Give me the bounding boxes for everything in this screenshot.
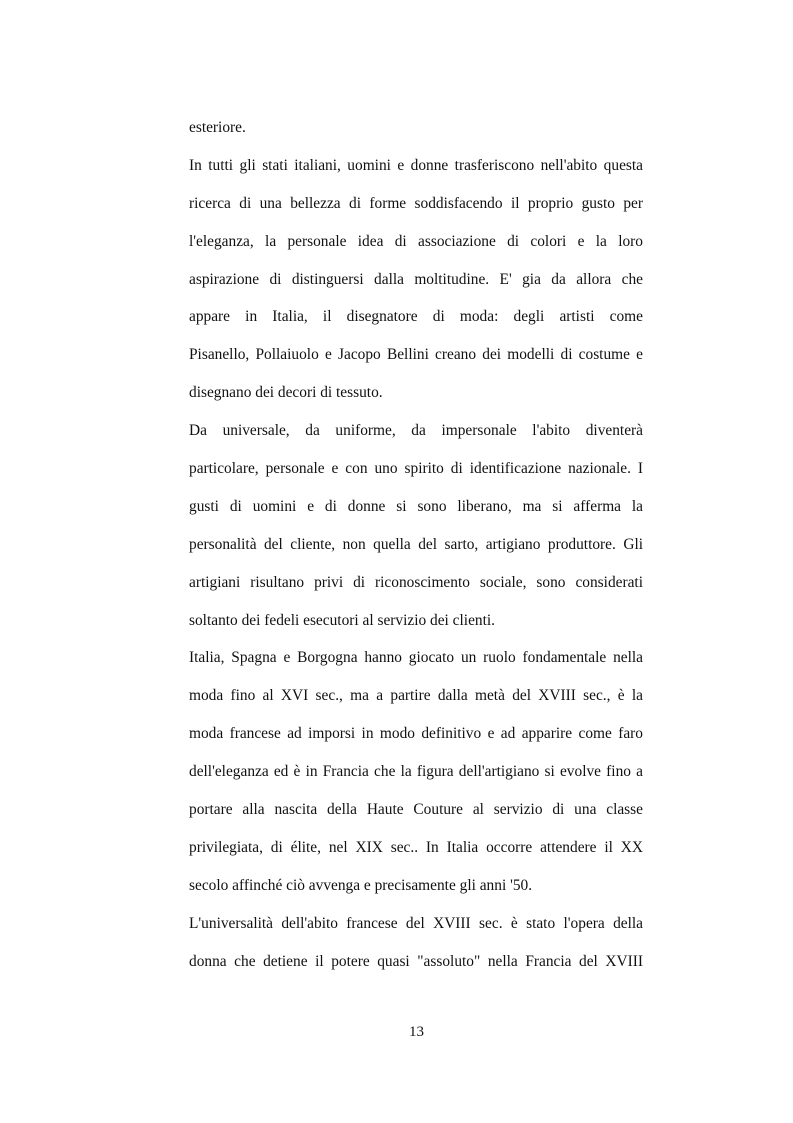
text-line: In tutti gli stati italiani, uomini e donne trasferiscono nell'abito questa: [189, 156, 643, 174]
text-line: moda fino al XVI sec., ma a partire dalla metà del XVIII sec., è la: [189, 687, 643, 705]
text-line: privilegiata, di élite, nel XIX sec.. In Italia occorre attendere il XX: [189, 838, 643, 856]
text-line: portare alla nascita della Haute Couture al servizio di una classe: [189, 801, 643, 819]
text-line: personalità del cliente, non quella del sarto, artigiano produttore. Gli: [189, 535, 643, 553]
text-line: esteriore.: [189, 119, 246, 136]
paragraph: [189, 905, 643, 981]
text-line: gusti di uomini e di donne si sono liberano, ma si afferma la: [189, 497, 643, 515]
text-line: particolare, personale e con uno spirito di identificazione nazionale. I: [189, 460, 643, 478]
text-line: donna che detiene il potere quasi "assoluto" nella Francia del XVIII: [189, 952, 643, 970]
text-line: ricerca di una bellezza di forme soddisfacendo il proprio gusto per: [189, 194, 643, 212]
paragraph: [189, 639, 643, 904]
paragraph: [189, 147, 643, 412]
paragraph: [189, 412, 643, 639]
text-line: Da universale, da uniforme, da impersonale l'abito diventerà: [189, 422, 643, 440]
text-line: secolo affinché ciò avvenga e precisamente gli anni '50.: [189, 876, 533, 894]
text-line: soltanto dei fedeli esecutori al servizio dei clienti.: [189, 611, 495, 629]
text-line: disegnano dei decori di tessuto.: [189, 384, 383, 402]
page-number: 13: [409, 1024, 424, 1040]
text-line: appare in Italia, il disegnatore di moda: degli artisti come: [189, 308, 643, 326]
text-line: l'eleganza, la personale idea di associazione di colori e la loro: [189, 232, 643, 250]
text-line: aspirazione di distinguersi dalla moltitudine. E' gia da allora che: [189, 270, 643, 288]
text-line: artigiani risultano privi di riconoscimento sociale, sono considerati: [189, 573, 643, 591]
text-line: moda francese ad imporsi in modo definitivo e ad apparire come faro: [189, 725, 643, 743]
body-text: [189, 109, 643, 980]
text-line: Italia, Spagna e Borgogna hanno giocato un ruolo fondamentale nella: [189, 649, 643, 667]
text-line: Pisanello, Pollaiuolo e Jacopo Bellini creano dei modelli di costume e: [189, 346, 643, 364]
paragraph: [189, 109, 643, 147]
text-line: dell'eleganza ed è in Francia che la figura dell'artigiano si evolve fino a: [189, 763, 643, 781]
text-line: L'universalità dell'abito francese del XVIII sec. è stato l'opera della: [189, 914, 643, 932]
